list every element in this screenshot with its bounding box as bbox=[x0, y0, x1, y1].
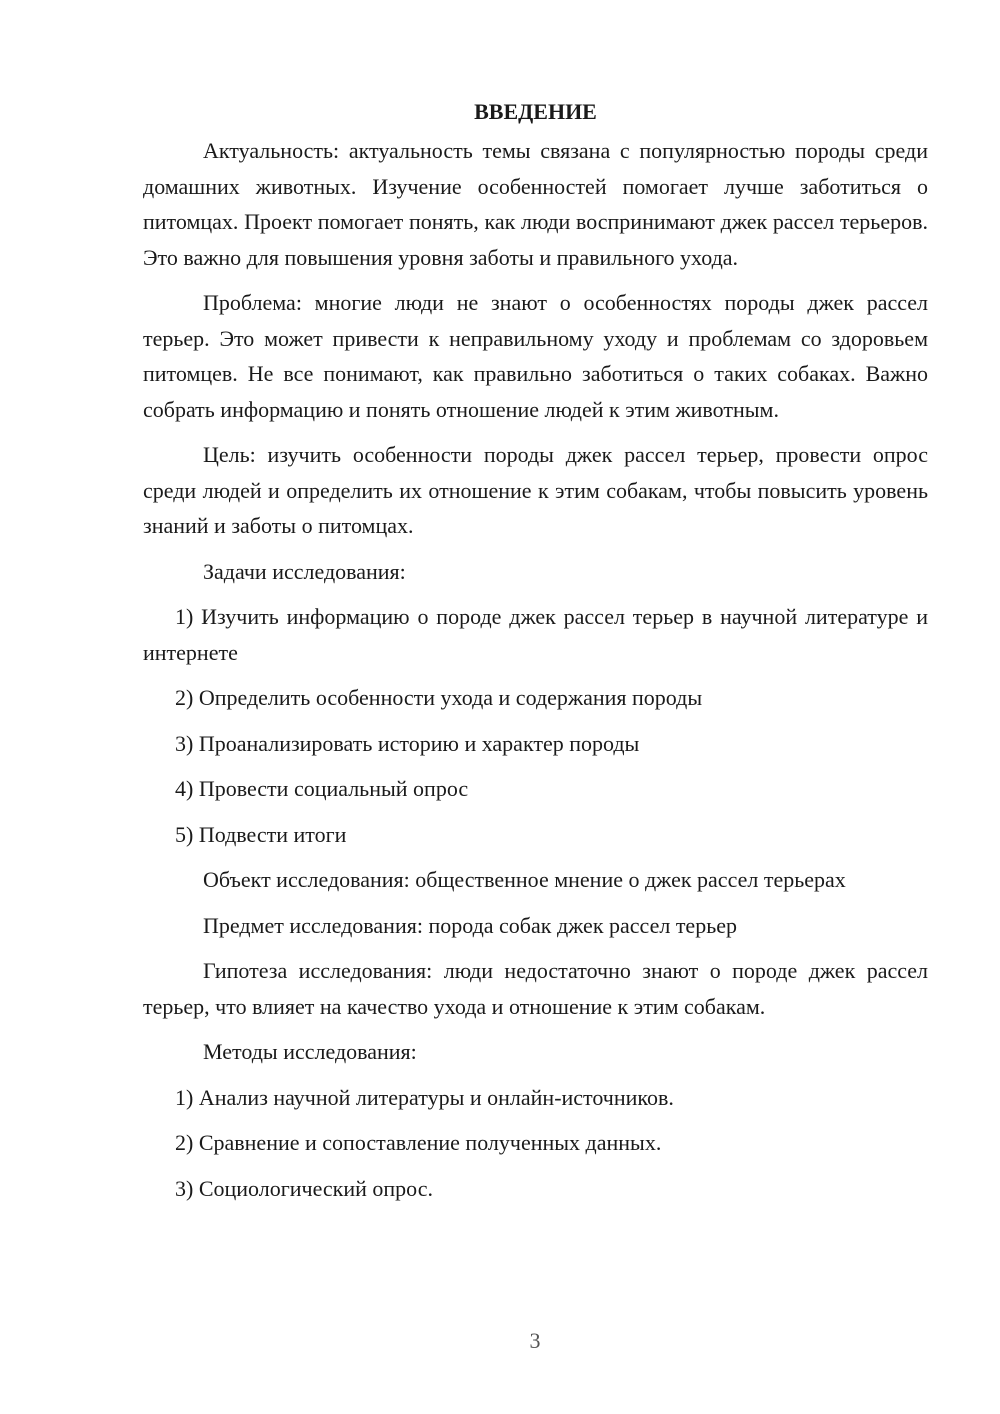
paragraph-hypothesis: Гипотеза исследования: люди недостаточно знают о породе джек рассел терьер, что влияет на качество ухода и отношение к этим собакам. bbox=[143, 958, 928, 1019]
task-item-5: 5) Подвести итоги bbox=[175, 821, 347, 847]
paragraph-relevance: Актуальность: актуальность темы связана с популярностью породы среди домашних животных. Изучение особенностей помогает лучше заботиться о питомцах. Проект помогает понять, как люди воспринимают джек рассел терьеров. Это важно для повышения уровня заботы и правильного ухода. bbox=[143, 138, 928, 270]
method-item-2: 2) Сравнение и сопоставление полученных данных. bbox=[175, 1130, 662, 1155]
page-number: 3 bbox=[529, 1328, 541, 1353]
task-item-1: 1) Изучить информацию о породе джек рассел терьер в научной литературе и интернете bbox=[143, 604, 928, 665]
method-item-3: 3) Социологический опрос. bbox=[175, 1175, 433, 1201]
task-item-3: 3) Проанализировать историю и характер породы bbox=[175, 730, 640, 756]
tasks-heading: Задачи исследования: bbox=[203, 558, 406, 584]
method-item-1: 1) Анализ научной литературы и онлайн-источников. bbox=[175, 1084, 674, 1110]
task-item-2: 2) Определить особенности ухода и содержания породы bbox=[175, 685, 703, 710]
paragraph-object: Объект исследования: общественное мнение о джек рассел терьерах bbox=[203, 867, 846, 892]
paragraph-problem: Проблема: многие люди не знают о особенностях породы джек рассел терьер. Это может привести к неправильному уходу и проблемам со здоровьем питомцев. Не все понимают, как правильно заботиться о таких собаках. Важно собрать информацию и понять отношение людей к этим животным. bbox=[143, 290, 928, 422]
paragraph-subject: Предмет исследования: порода собак джек рассел терьер bbox=[203, 912, 737, 938]
methods-heading: Методы исследования: bbox=[203, 1039, 417, 1064]
task-item-4: 4) Провести социальный опрос bbox=[175, 776, 469, 801]
page-title: ВВЕДЕНИЕ bbox=[474, 99, 597, 124]
page-content bbox=[143, 94, 928, 1216]
paragraph-goal: Цель: изучить особенности породы джек рассел терьер, провести опрос среди людей и определить их отношение к этим собакам, чтобы повысить уровень знаний и заботы о питомцах. bbox=[143, 442, 928, 538]
